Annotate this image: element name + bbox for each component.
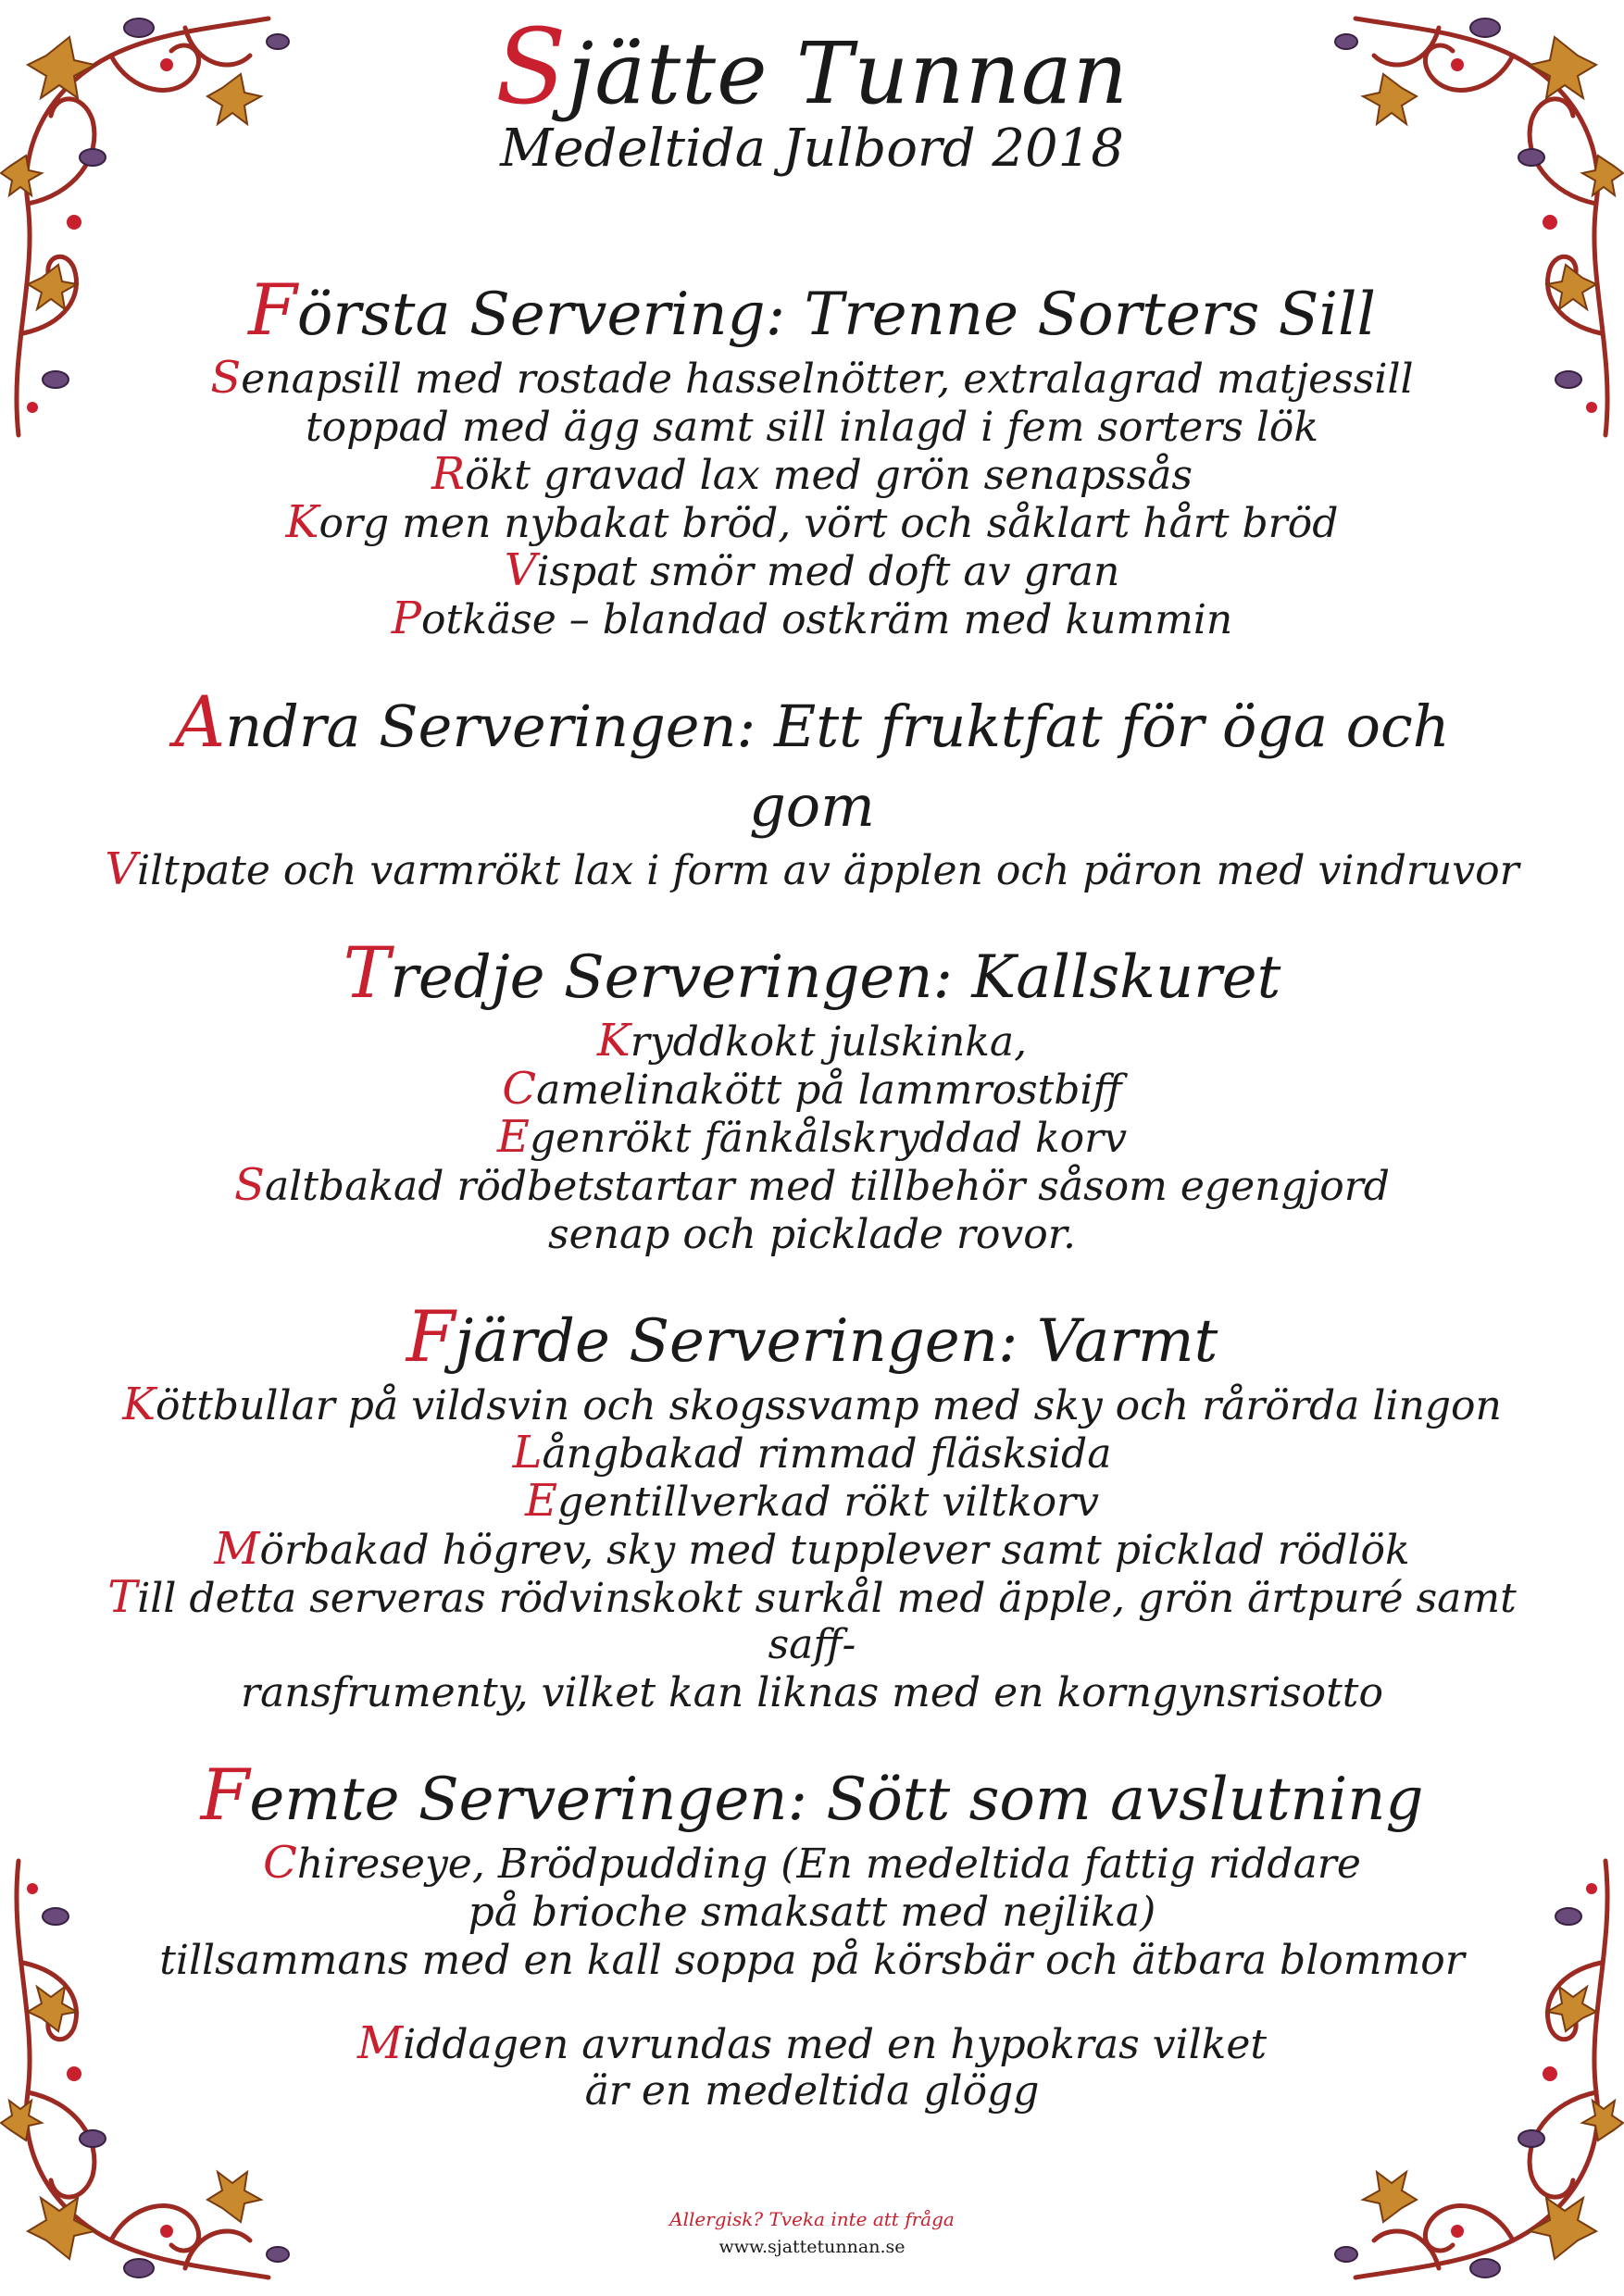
menu-item [83,1475,1541,1527]
course-title [139,270,1485,355]
menu-item-initial: T [107,1571,138,1623]
menu-item [139,1888,1485,1936]
course-title-initial: F [200,1753,250,1836]
menu-item-text: gentillverkad rökt viltkorv [557,1479,1100,1526]
menu-item-text: örbakad högrev, sky med tupplever samt picklad rödlök [259,1527,1410,1574]
course-title [139,682,1485,846]
website-link[interactable]: www.sjattetunnan.se [718,2237,906,2257]
closing-text: iddagen avrundas med en hypokras vilket [403,2021,1268,2068]
course-title [139,1297,1485,1381]
menu-item-text: ångbakad rimmad fläsksida [542,1430,1112,1478]
menu-item-text: otkäse – blandad ostkräm med kummin [421,596,1233,643]
menu-item-text: genrökt fänkålskryddad korv [529,1115,1128,1162]
menu-item-initial: M [214,1523,260,1575]
course-title-initial: F [406,1295,456,1378]
menu-item-initial: S [210,352,242,404]
menu-item [139,1210,1485,1258]
page-title [0,7,1624,128]
menu-item [139,1111,1485,1163]
menu-item-text: amelinakött på lammrostbiff [536,1067,1122,1114]
course-section [139,270,1485,643]
menu-list [105,268,1519,2023]
title-text: jätte Tunnan [567,24,1129,123]
menu-item [139,1063,1485,1115]
menu-item-initial: C [263,1837,297,1889]
course-title-text: järde Serveringen: Varmt [455,1307,1218,1376]
menu-item-initial: S [234,1159,265,1211]
menu-item [83,843,1541,895]
course-section [139,1755,1485,1984]
course-title [139,1755,1485,1840]
menu-item-text: hireseye, Brödpudding (En medeltida fattig riddare [296,1841,1361,1888]
menu-item [139,352,1485,404]
menu-item [139,595,1485,643]
closing-initial: M [356,2017,404,2069]
menu-item-text: enapsill med rostade hasselnötter, extralagrad matjessill [241,356,1414,403]
menu-item-initial: K [122,1379,156,1430]
menu-item [83,1429,1541,1478]
menu-item-text: org men nybakat bröd, vört och såklart hårt bröd [319,500,1339,547]
menu-item-initial: K [596,1015,631,1067]
menu-item-text: ryddkokt julskinka, [630,1018,1028,1066]
menu-item-initial: C [502,1063,537,1115]
menu-item-text: iltpate och varmrökt lax i form av äpplen och päron med vindruvor [137,847,1519,894]
course-section [105,680,1519,895]
menu-item [139,544,1485,596]
menu-item-initial: E [524,1475,558,1527]
course-title-text: emte Serveringen: Sött som avslutning [249,1766,1424,1834]
menu-item [83,1571,1541,1668]
menu-item [139,1017,1485,1066]
course-title-initial: F [248,268,297,351]
menu-item-initial: V [105,843,137,895]
menu-item [139,1159,1485,1211]
menu-item [139,403,1485,451]
course-title-initial: A [174,680,226,763]
subtitle-initial: M [500,119,554,179]
course-section [139,933,1485,1258]
menu-item-text: senap och picklade rovor. [548,1211,1076,1258]
page-header [0,7,1624,179]
course-title-text: örsta Servering: Trenne Sorters Sill [296,281,1376,349]
allergy-note: Allergisk? Tveka inte att fråga [669,2208,955,2230]
closing-line: är en medeltida glögg [584,2067,1040,2115]
menu-item-text: ransfrumenty, vilket kan liknas med en korngynsrisotto [241,1669,1383,1716]
menu-item-text: toppad med ägg samt sill inlagd i fem sorters lök [305,404,1319,451]
menu-item-text: altbakad rödbetstartar med tillbehör såsom egengjord [264,1163,1390,1210]
menu-item-initial: R [431,448,466,500]
course-title-text: ndra Serveringen: Ett fruktfat för öga och gom [225,693,1450,840]
menu-item [139,448,1485,500]
menu-item-text: tillsammans med en kall soppa på körsbär och ätbara blommor [159,1937,1465,1984]
menu-item-initial: K [285,496,319,548]
page-subtitle [0,119,1624,179]
menu-item-text: ill detta serveras rödvinskokt surkål med äpple, grön ärtpuré samt saff- [137,1575,1517,1668]
course-section [107,1295,1517,1716]
menu-item-initial: V [504,544,537,596]
menu-item [139,496,1485,548]
course-title [139,933,1485,1017]
course-title-text: redje Serveringen: Kallskuret [390,943,1281,1012]
menu-item-text: ispat smör med doft av gran [536,548,1120,595]
menu-item-text: ökt gravad lax med grön senapssås [465,452,1193,499]
menu-item-initial: L [512,1427,543,1479]
closing-line [0,2017,1624,2069]
subtitle-text: edeltida Julbord 2018 [553,119,1124,179]
closing-note [0,2017,1624,2115]
title-initial: S [495,7,568,128]
menu-item [83,1381,1541,1429]
menu-item-initial: E [496,1111,530,1163]
course-title-initial: T [343,931,391,1014]
menu-item-initial: P [391,593,422,644]
menu-item [139,1837,1485,1889]
menu-item-text: på brioche smaksatt med nejlika) [468,1889,1156,1936]
menu-item [83,1523,1541,1575]
page-footer [0,2205,1624,2261]
menu-item [139,1936,1485,1984]
menu-item-text: öttbullar på vildsvin och skogssvamp med sky och rårörda lingon [156,1382,1502,1429]
menu-item [83,1668,1541,1716]
